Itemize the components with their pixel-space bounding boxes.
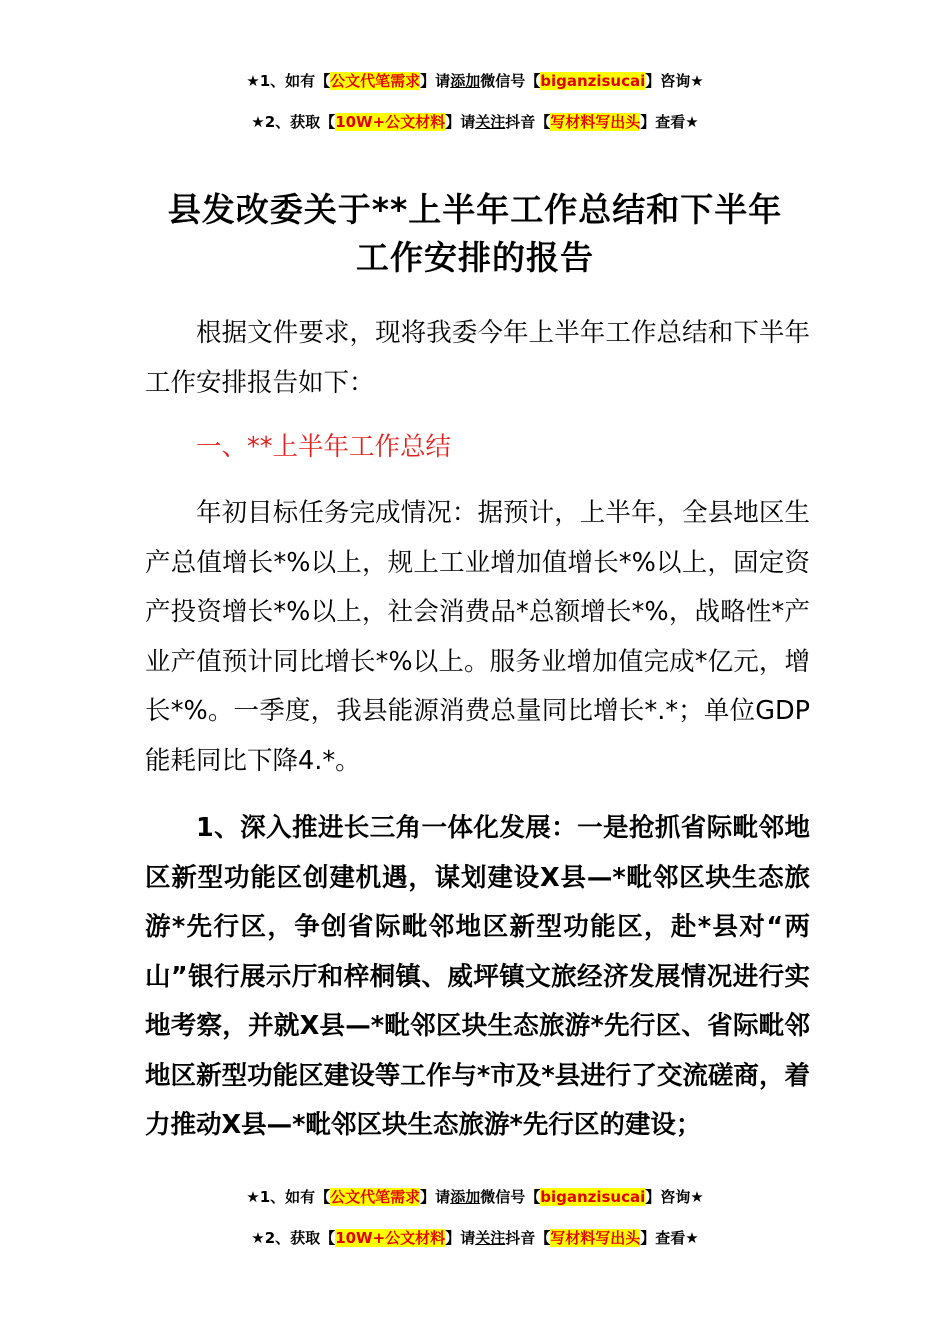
promo-text: ★2、获取【 (251, 113, 336, 131)
promo-text: 】请 (420, 1188, 451, 1206)
promo-text: 】请 (445, 113, 476, 131)
promo-line-1-bottom (0, 1187, 950, 1207)
promo-underlined-text: 关注 (475, 113, 506, 131)
promo-highlight: biganzisucai (540, 1188, 646, 1206)
title-line-2: 工作安排的报告 (356, 238, 594, 277)
promo-text: 微信号【 (480, 1188, 541, 1206)
promo-text: 】查看★ (640, 113, 699, 131)
promo-underlined-text: 添加 (450, 1188, 481, 1206)
promo-highlight: 公文代笔需求 (330, 1188, 421, 1206)
targets-paragraph: 年初目标任务完成情况：据预计，上半年，全县地区生产总值增长*%以上，规上工业增加值增长*%以上，固定资产投资增长*%以上，社会消费品*总额增长*%，战略性*产业产值预计同比增长*%以上。服务业增加值完成*亿元，增长*%。一季度，我县能源消费总量同比增长*.*；单位GDP能耗同比下降4.*。 (145, 498, 810, 776)
promo-underlined-text: 添加 (450, 72, 481, 90)
promo-text: 抖音【 (505, 113, 551, 131)
promo-text: 微信号【 (480, 72, 541, 90)
section-heading: 一、**上半年工作总结 (196, 432, 452, 462)
promo-text: 】咨询★ (645, 72, 704, 90)
promo-line-2-top (0, 112, 950, 132)
promo-line-2-bottom (0, 1228, 950, 1248)
intro-paragraph: 根据文件要求，现将我委今年上半年工作总结和下半年工作安排报告如下： (145, 318, 810, 398)
promo-highlight: 公文代笔需求 (330, 72, 421, 90)
promo-highlight: 10W+公文材料 (335, 1229, 446, 1247)
promo-text: 】请 (445, 1229, 476, 1247)
document-title (100, 186, 850, 282)
promo-text: ★2、获取【 (251, 1229, 336, 1247)
promo-highlight: 写材料写出头 (550, 1229, 641, 1247)
promo-text: 】请 (420, 72, 451, 90)
promo-text: 】咨询★ (645, 1188, 704, 1206)
item1-paragraph: 1、深入推进长三角一体化发展：一是抢抓省际毗邻地区新型功能区创建机遇，谋划建设X县—*毗邻区块生态旅游*先行区，争创省际毗邻地区新型功能区，赴*县对“两山”银行展示厅和梓桐镇、威坪镇文旅经济发展情况进行实地考察，并就X县—*毗邻区块生态旅游*先行区、省际毗邻地区新型功能区建设等工作与*市及*县进行了交流磋商，着力推动X县—*毗邻区块生态旅游*先行区的建设； (145, 813, 810, 1140)
promo-text: ★1、如有【 (246, 72, 331, 90)
promo-highlight: biganzisucai (540, 72, 646, 90)
promo-text: 抖音【 (505, 1229, 551, 1247)
promo-text: ★1、如有【 (246, 1188, 331, 1206)
promo-underlined-text: 关注 (475, 1229, 506, 1247)
promo-text: 】查看★ (640, 1229, 699, 1247)
promo-highlight: 10W+公文材料 (335, 113, 446, 131)
promo-highlight: 写材料写出头 (550, 113, 641, 131)
promo-line-1-top (0, 71, 950, 91)
title-line-1: 县发改委关于**上半年工作总结和下半年 (167, 190, 783, 229)
